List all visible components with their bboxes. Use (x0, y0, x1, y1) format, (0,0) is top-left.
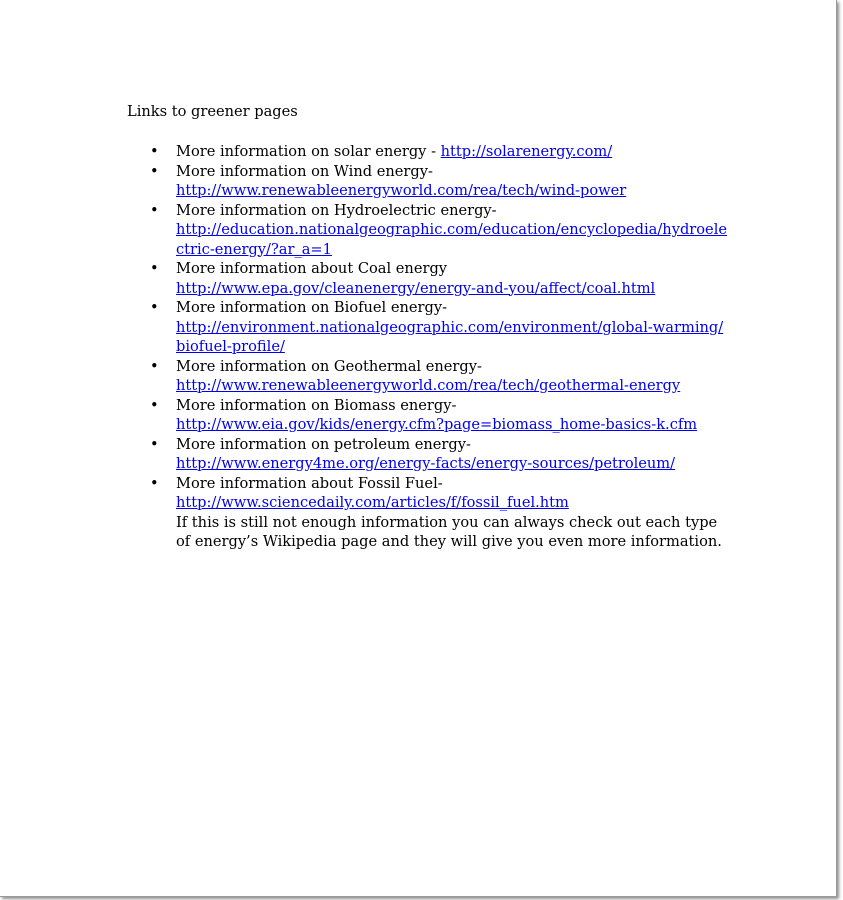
document-body (127, 102, 727, 552)
list-item-hydroelectric (127, 201, 727, 260)
list-item-petroleum (127, 435, 727, 474)
item-label: More information about Fossil Fuel- (176, 474, 443, 492)
bullet-glyph: • (150, 143, 159, 160)
geothermal-energy-link[interactable]: http://www.renewableenergyworld.com/rea/tech/geothermal-energy (176, 377, 681, 394)
list-item-biofuel (127, 298, 727, 357)
bullet-glyph: • (150, 162, 159, 180)
item-label: More information on petroleum energy- (176, 435, 471, 453)
solar-energy-link[interactable]: http://solarenergy.com/ (440, 143, 613, 160)
bullet-glyph: • (150, 474, 159, 492)
list-item-coal (127, 259, 727, 298)
biofuel-energy-link[interactable]: http://environment.nationalgeographic.com/environment/global-warming/biofuel-profile/ (176, 318, 724, 355)
links-list (127, 142, 727, 552)
list-item-wind (127, 162, 727, 201)
bullet-glyph: • (150, 299, 159, 316)
coal-energy-link[interactable]: http://www.epa.gov/cleanenergy/energy-and-you/affect/coal.html (176, 279, 656, 297)
item-label: More information about Coal energy (176, 260, 448, 277)
list-item-biomass (127, 396, 727, 435)
bullet-glyph: • (150, 201, 159, 219)
item-label: More information on Wind energy- (176, 162, 433, 180)
biomass-energy-link[interactable]: http://www.eia.gov/kids/energy.cfm?page=biomass_home-basics-k.cfm (176, 416, 698, 433)
bullet-glyph: • (150, 357, 159, 375)
item-label: More information on Geothermal energy- (176, 357, 482, 375)
list-item-solar (127, 142, 727, 162)
bullet-glyph: • (150, 435, 159, 453)
item-label: More information on Biomass energy- (176, 396, 457, 414)
petroleum-energy-link[interactable]: http://www.energy4me.org/energy-facts/energy-sources/petroleum/ (176, 455, 676, 472)
hydroelectric-energy-link[interactable]: http://education.nationalgeographic.com/education/encyclopedia/hydroelectric-energy/?ar_a=1 (176, 221, 727, 258)
closing-note: If this is still not enough information you can always check out each type of energy’s Wikipedia page and they will give you even more information. (176, 513, 722, 550)
bullet-glyph: • (150, 396, 159, 414)
item-label: More information on Hydroelectric energy- (176, 201, 497, 219)
fossil-fuel-link[interactable]: http://www.sciencedaily.com/articles/f/fossil_fuel.htm (176, 494, 569, 511)
bullet-glyph: • (150, 260, 159, 277)
item-label: More information on Biofuel energy- (176, 299, 448, 316)
list-item-fossil-fuel (127, 474, 727, 552)
list-item-geothermal (127, 357, 727, 396)
item-label: More information on solar energy - (176, 143, 441, 160)
wind-energy-link[interactable]: http://www.renewableenergyworld.com/rea/tech/wind-power (176, 182, 627, 199)
page-heading: Links to greener pages (127, 103, 298, 120)
